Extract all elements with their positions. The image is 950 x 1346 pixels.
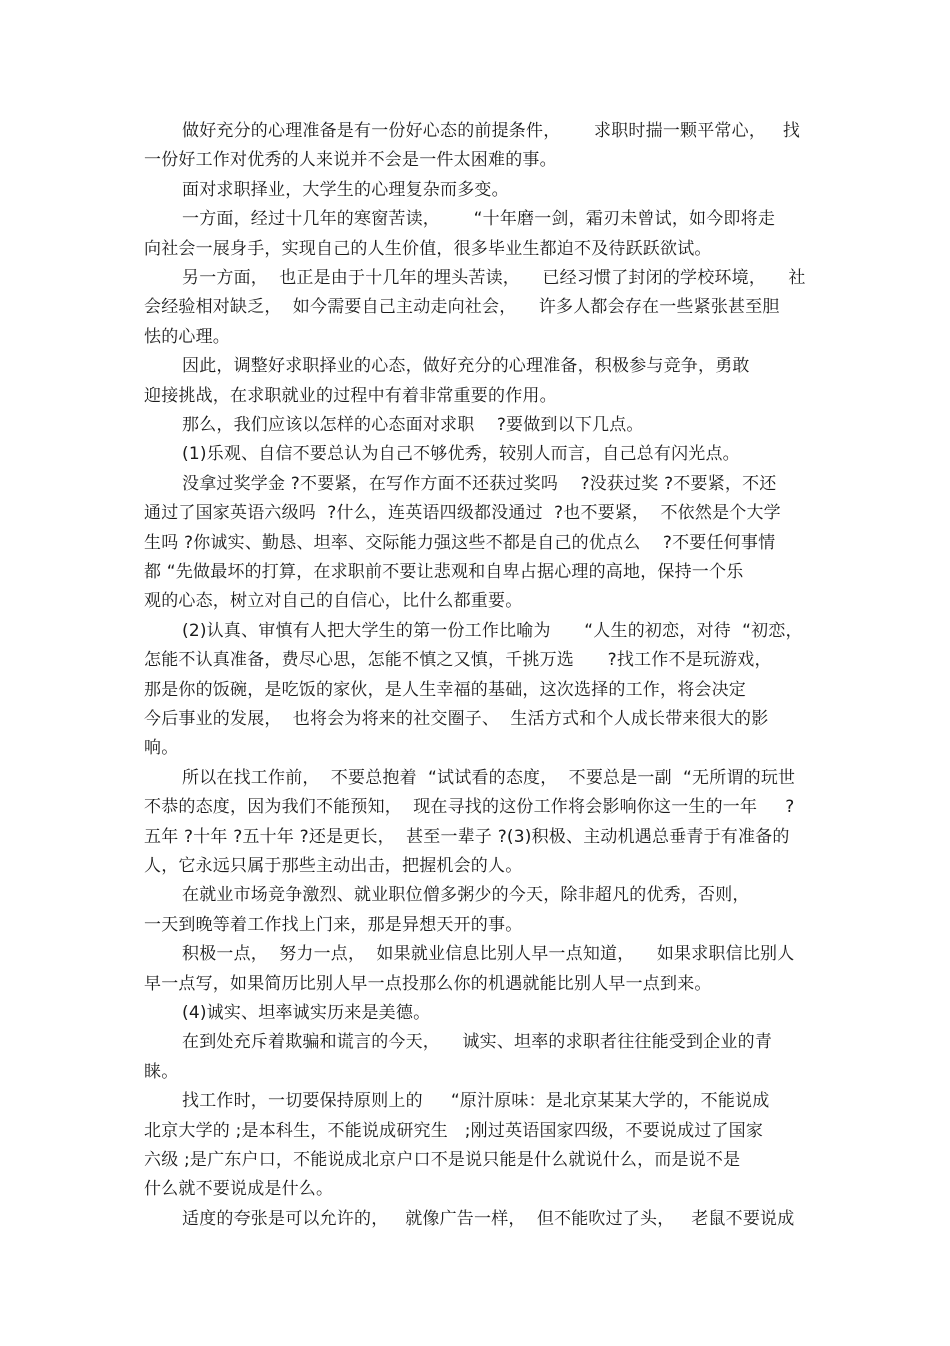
paragraph-first-line: 面对求职择业，大学生的心理复杂而多变。 — [182, 180, 509, 200]
paragraph-line: 北京大学的 ;是本科生，不能说成研究生 ;刚过英语国家四级，不要说成过了国家 — [144, 1121, 764, 1141]
paragraph-first-line: 找工作时，一切要保持原则上的 “原汁原味：是北京某某大学的，不能说成 — [182, 1091, 770, 1111]
paragraph-line: 生吗 ?你诚实、勤恳、坦率、交际能力强这些不都是自己的优点么 ?不要任何事情 — [144, 533, 776, 553]
paragraph-first-line: 积极一点， 努力一点， 如果就业信息比别人早一点知道， 如果求职信比别人 — [182, 944, 795, 964]
paragraph-line: 睐。 — [144, 1062, 179, 1082]
paragraph-line: 六级 ;是广东户口，不能说成北京户口不是说只能是什么就说什么，而是说不是 — [144, 1150, 741, 1170]
paragraph-first-line: 适度的夸张是可以允许的， 就像广告一样， 但不能吹过了头， 老鼠不要说成 — [182, 1209, 795, 1229]
paragraph-line: 通过了国家英语六级吗 ?什么，连英语四级都没通过 ?也不要紧， 不依然是个大学 — [144, 503, 781, 523]
paragraph-line: 向社会一展身手，实现自己的人生价值，很多毕业生都迫不及待跃跃欲试。 — [144, 239, 712, 259]
paragraph-line: 那是你的饭碗，是吃饭的家伙，是人生幸福的基础，这次选择的工作，将会决定 — [144, 680, 746, 700]
paragraph-first-line: 所以在找工作前， 不要总抱着 “试试看的态度， 不要总是一副 “无所谓的玩世 — [182, 768, 796, 788]
paragraph-line: 不恭的态度，因为我们不能预知， 现在寻找的这份工作将会影响你这一生的一年 ? — [144, 797, 795, 817]
paragraph-first-line: 因此，调整好求职择业的心态，做好充分的心理准备，积极参与竞争，勇敢 — [182, 356, 750, 376]
paragraph-line: 怯的心理。 — [144, 327, 230, 347]
paragraph-line: 一份好工作对优秀的人来说并不会是一件太困难的事。 — [144, 150, 557, 170]
paragraph-line: 早一点写，如果简历比别人早一点投那么你的机遇就能比别人早一点到来。 — [144, 974, 712, 994]
paragraph-line: 会经验相对缺乏， 如今需要自己主动走向社会， 许多人都会存在一些紧张甚至胆 — [144, 297, 780, 317]
paragraph-line: 什么就不要说成是什么。 — [144, 1179, 334, 1199]
paragraph-first-line: 另一方面， 也正是由于十几年的埋头苦读， 已经习惯了封闭的学校环境， 社 — [182, 268, 806, 288]
paragraph-first-line: 没拿过奖学金 ?不要紧，在写作方面不还获过奖吗 ?没获过奖 ?不要紧，不还 — [182, 474, 777, 494]
paragraph-line: 迎接挑战，在求职就业的过程中有着非常重要的作用。 — [144, 386, 557, 406]
paragraph-line: 都 “先做最坏的打算，在求职前不要让悲观和自卑占据心理的高地，保持一个乐 — [144, 562, 744, 582]
paragraph-line: 观的心态，树立对自己的自信心，比什么都重要。 — [144, 591, 523, 611]
paragraph-line: 响。 — [144, 738, 179, 758]
paragraph-first-line: (2)认真、审慎有人把大学生的第一份工作比喻为 “人生的初恋，对待 “初恋， — [182, 621, 803, 641]
paragraph-first-line: 在就业市场竞争激烈、就业职位僧多粥少的今天，除非超凡的优秀，否则， — [182, 885, 750, 905]
paragraph-line: 怎能不认真准备，费尽心思，怎能不慎之又慎，千挑万选 ?找工作不是玩游戏， — [144, 650, 772, 670]
paragraph-line: 五年 ?十年 ?五十年 ?还是更长， 甚至一辈子 ?(3)积极、主动机遇总垂青于有准备的 — [144, 827, 790, 847]
paragraph-line: 今后事业的发展， 也将会为将来的社交圈子、 生活方式和个人成长带来很大的影 — [144, 709, 769, 729]
paragraph-first-line: 那么，我们应该以怎样的心态面对求职 ?要做到以下几点。 — [182, 415, 644, 435]
paragraph-first-line: (1)乐观、自信不要总认为自己不够优秀，较别人而言，自己总有闪光点。 — [182, 444, 740, 464]
paragraph-line: 人，它永远只属于那些主动出击，把握机会的人。 — [144, 856, 523, 876]
paragraph-first-line: (4)诚实、坦率诚实历来是美德。 — [182, 1003, 431, 1023]
paragraph-line: 一天到晚等着工作找上门来，那是异想天开的事。 — [144, 915, 523, 935]
paragraph-first-line: 做好充分的心理准备是有一份好心态的前提条件， 求职时揣一颗平常心， 找 — [182, 121, 801, 141]
paragraph-first-line: 一方面，经过十几年的寒窗苦读， “十年磨一剑，霜刃未曾试，如今即将走 — [182, 209, 776, 229]
paragraph-first-line: 在到处充斥着欺骗和谎言的今天， 诚实、坦率的求职者往往能受到企业的青 — [182, 1032, 773, 1052]
